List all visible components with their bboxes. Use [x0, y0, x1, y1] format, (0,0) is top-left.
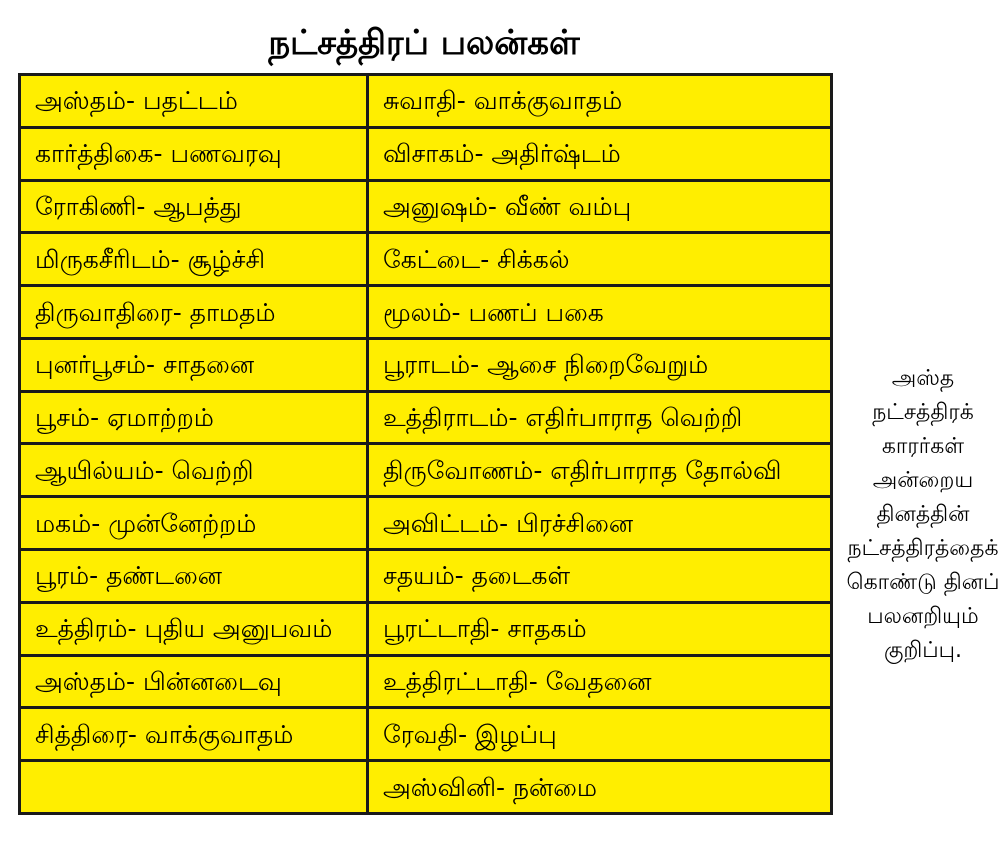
table-row — [20, 761, 832, 814]
table-row — [20, 233, 832, 286]
table-cell: சித்திரை- வாக்குவாதம் — [20, 708, 368, 761]
table-cell: திருவோணம்- எதிர்பாராத தோல்வி — [368, 444, 832, 497]
table-cell: அவிட்டம்- பிரச்சினை — [368, 497, 832, 550]
star-results-table — [18, 73, 833, 815]
side-note-line: நட்சத்திரக் — [872, 400, 974, 425]
table-row — [20, 127, 832, 180]
table-cell: ஆயில்யம்- வெற்றி — [20, 444, 368, 497]
table-cell: உத்திராடம்- எதிர்பாராத வெற்றி — [368, 391, 832, 444]
side-note-line: காரர்கள் — [881, 434, 965, 459]
table-cell: மூலம்- பணப் பகை — [368, 286, 832, 339]
table-cell: மகம்- முன்னேற்றம் — [20, 497, 368, 550]
side-note-line: குறிப்பு. — [883, 638, 963, 663]
table-row — [20, 602, 832, 655]
table-row — [20, 180, 832, 233]
table-cell: சதயம்- தடைகள் — [368, 550, 832, 603]
table-cell: பூரட்டாதி- சாதகம் — [368, 602, 832, 655]
table-cell: விசாகம்- அதிர்ஷ்டம் — [368, 127, 832, 180]
side-note-line: நட்சத்திரத்தைக் — [847, 536, 999, 561]
side-note — [838, 362, 1008, 668]
table-cell: ரோகிணி- ஆபத்து — [20, 180, 368, 233]
table-cell: கேட்டை- சிக்கல் — [368, 233, 832, 286]
table-cell: ரேவதி- இழப்பு — [368, 708, 832, 761]
table-cell: பூராடம்- ஆசை நிறைவேறும் — [368, 338, 832, 391]
table-cell-empty — [20, 761, 368, 814]
side-note-line: அஸ்த — [891, 366, 955, 391]
side-note-line: பலனறியும் — [867, 604, 979, 629]
table-cell: அஸ்தம்- பின்னடைவு — [20, 655, 368, 708]
table-row — [20, 550, 832, 603]
table-row — [20, 75, 832, 128]
table-row — [20, 444, 832, 497]
table-row — [20, 391, 832, 444]
page-title: நட்சத்திரப் பலன்கள் — [268, 23, 580, 63]
table-cell: உத்திரம்- புதிய அனுபவம் — [20, 602, 368, 655]
table-cell: புனர்பூசம்- சாதனை — [20, 338, 368, 391]
table-row — [20, 497, 832, 550]
table-row — [20, 708, 832, 761]
table-row — [20, 286, 832, 339]
side-note-line: அன்றைய — [872, 468, 974, 493]
table-cell: மிருகசீரிடம்- சூழ்ச்சி — [20, 233, 368, 286]
table-cell: பூசம்- ஏமாற்றம் — [20, 391, 368, 444]
table-cell: பூரம்- தண்டனை — [20, 550, 368, 603]
table-cell: அஸ்வினி- நன்மை — [368, 761, 832, 814]
side-note-line: தினத்தின் — [876, 502, 970, 527]
table-cell: அஸ்தம்- பதட்டம் — [20, 75, 368, 128]
table-row — [20, 338, 832, 391]
table-cell: சுவாதி- வாக்குவாதம் — [368, 75, 832, 128]
table-row — [20, 655, 832, 708]
table-cell: அனுஷம்- வீண் வம்பு — [368, 180, 832, 233]
table-cell: உத்திரட்டாதி- வேதனை — [368, 655, 832, 708]
table-cell: திருவாதிரை- தாமதம் — [20, 286, 368, 339]
side-note-line: கொண்டு தினப் — [846, 570, 1000, 595]
table-cell: கார்த்திகை- பணவரவு — [20, 127, 368, 180]
